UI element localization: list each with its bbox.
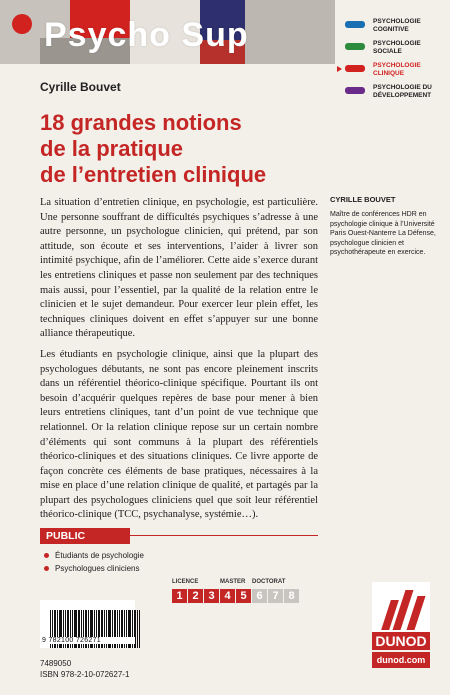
book-title-line: de l’entretien clinique <box>40 162 267 187</box>
public-heading: PUBLIC <box>40 528 130 544</box>
legend-label: PSYCHOLOGIE SOCIALE <box>373 40 421 55</box>
level-label-master: MASTER <box>220 579 246 585</box>
level-box: 5 <box>236 589 251 603</box>
back-cover-text <box>40 196 318 529</box>
book-title-line: de la pratique <box>40 136 184 161</box>
publisher-name: DUNOD <box>372 632 430 650</box>
book-title <box>40 110 340 188</box>
legend-label: PSYCHOLOGIE DU DÉVELOPPEMENT <box>373 84 432 99</box>
publisher-logo <box>372 582 430 632</box>
list-item <box>44 562 144 575</box>
level-label-doctorat: DOCTORAT <box>252 579 286 585</box>
legend-item-developpement <box>345 84 450 100</box>
list-item-label: Étudiants de psychologie <box>55 551 144 560</box>
level-label-licence: LICENCE <box>172 579 199 585</box>
list-item-label: Psychologues cliniciens <box>55 564 140 573</box>
legend-item-sociale <box>345 40 450 56</box>
author-name: Cyrille Bouvet <box>40 80 121 94</box>
barcode-digits: 9 782100 726271 <box>40 637 135 644</box>
legend-label: PSYCHOLOGIE COGNITIVE <box>373 18 421 33</box>
series-banner <box>0 0 335 64</box>
legend-label: PSYCHOLOGIE CLINIQUE <box>373 62 421 77</box>
series-dot-icon <box>12 14 32 34</box>
bullet-icon <box>44 566 49 571</box>
level-scale <box>172 579 302 603</box>
legend-swatch <box>345 43 365 50</box>
level-box: 4 <box>220 589 235 603</box>
level-box: 2 <box>188 589 203 603</box>
legend-swatch <box>345 21 365 28</box>
paragraph: La situation d’entretien clinique, en psychologie, est particulière. Une personne souffrant de difficultés psychiques s’adresse à une autre personne, un psychologue clinicien, qui prétend, par son attitude, son écoute et ses interventions, l’aider à livrer son intimité psychique, afin de l’améliorer. Cette aide s’exerce durant les entretiens cliniques et passe non seulement par des techniques mais aussi, pour l’essentiel, par la qualité de la relation entre le clinicien et le sujet demandeur. Pour exercer leur plein effet, les techniques cliniques doivent en effet s’appuyer sur une bonne alliance thérapeutique. <box>40 197 318 340</box>
series-legend <box>345 18 450 106</box>
level-labels <box>172 579 302 588</box>
level-box: 1 <box>172 589 187 603</box>
bullet-icon <box>44 553 49 558</box>
level-box: 7 <box>268 589 283 603</box>
public-list <box>44 549 144 575</box>
level-box: 3 <box>204 589 219 603</box>
legend-swatch <box>345 65 365 72</box>
legend-swatch <box>345 87 365 94</box>
publisher-url: dunod.com <box>372 652 430 668</box>
barcode-bar <box>137 610 138 648</box>
bio-name: CYRILLE BOUVET <box>330 195 396 204</box>
level-box: 8 <box>284 589 299 603</box>
legend-item-cognitive <box>345 18 450 34</box>
book-title-line: 18 grandes notions <box>40 110 242 135</box>
arrow-right-icon <box>337 66 342 72</box>
bio-text: Maître de conférences HDR en psychologie clinique à l’Université Paris Ouest-Nanterre La Défense, psychologue clinicien et psychothérapeute en exercice. <box>330 211 436 256</box>
legend-item-clinique <box>345 62 450 78</box>
banner-block <box>245 0 335 64</box>
barcode-bar <box>139 610 140 648</box>
isbn: ISBN 978-2-10-072627-1 <box>40 670 130 679</box>
level-box: 6 <box>252 589 267 603</box>
author-bio <box>330 195 445 258</box>
level-boxes <box>172 589 302 603</box>
paragraph: Les étudiants en psychologie clinique, ainsi que la plupart des psychologues débutants, ne sont pas encore pleinement inscrits dans un référentiel théorico-clinique spécifique. Pourtant ils ont besoin d’acquérir quelques repères de base pour mener à bien leurs entretiens cliniques, tant d’un point de vue technique que relationnel. Or la relation clinique repose sur un certain nombre d’éléments qui sont communs à la plupart des référentiels théorico-cliniques et des situations cliniques. Ce livre apporte de façon concrète ces éléments de base pratiques, nécessaires à la mise en place d’une relation clinique de qualité, et partagés par la plupart des psychologues cliniciens quel que soit leur référentiel théorico-clinique (TCC, psychanalyse, systémie…). <box>40 348 318 521</box>
divider <box>130 535 318 536</box>
series-title: Psycho Sup <box>44 16 249 54</box>
product-code: 7489050 <box>40 659 72 668</box>
list-item <box>44 549 144 562</box>
